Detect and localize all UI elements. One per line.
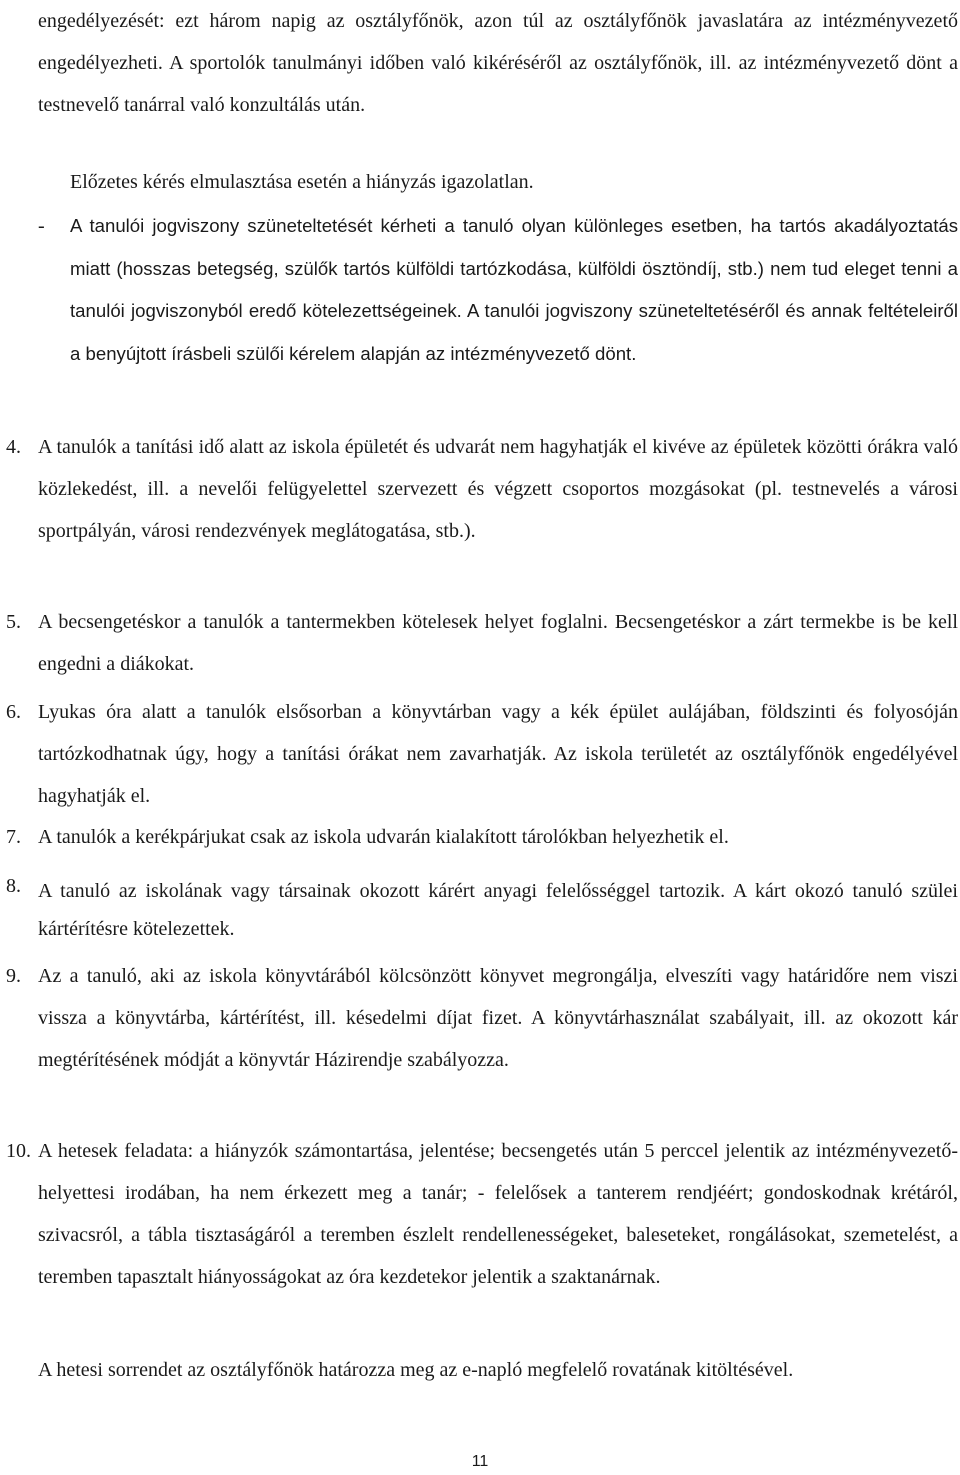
page-number: 11 [471,1453,489,1470]
rule-number: 7. [6,826,21,848]
paragraph-absence-approval: engedélyezését: ezt három napig az osztályfőnök, azon túl az osztályfőnök javaslatára az intézményvezető engedélyezheti. A sportolók tanulmányi időben való kikéréséről az osztályfőnök, ill. az intézményvezető dönt a testnevelő tanárral való konzultálás után. [38,10,958,116]
rule-item: A tanulók a kerékpárjukat csak az iskola udvarán kialakított tárolókban helyezhetik el. [38,826,729,848]
rule-item: A tanuló az iskolának vagy társainak okozott kárért anyagi felelősséggel tartozik. A kárt okozó tanuló szülei kártérítésre kötelezettek. [38,880,958,940]
rule-item: Az a tanuló, aki az iskola könyvtárából kölcsönzött könyvet megrongálja, elveszíti vagy határidőre nem viszi vissza a könyvtárba, kártérítést, ill. késedelmi díjat fizet. A könyvtárhasználat szabályait, ill. az okozott kár megtérítésének módját a könyvtár Házirendje szabályozza. [38,965,958,1071]
rule-item: A tanulók a tanítási idő alatt az iskola épületét és udvarát nem hagyhatják el kivéve az épületek közötti órákra való közlekedést, ill. a nevelői felügyelettel szervezett és végzett csoportos mozgásokat (pl. testnevelés a városi sportpályán, városi rendezvények meglátogatása, stb.). [38,436,958,542]
paragraph-prior-request: Előzetes kérés elmulasztása esetén a hiányzás igazolatlan. [70,171,534,193]
rule-number: 6. [6,701,21,723]
rule-number: 5. [6,611,21,633]
rule-number: 10. [6,1140,31,1162]
rule-number: 4. [6,436,21,458]
list-dash: - [38,215,45,237]
rule-item: Lyukas óra alatt a tanulók elsősorban a könyvtárban vagy a kék épület aulájában, földszinti és folyosóján tartózkodhatnak úgy, hogy a tanítási órákat nem zavarhatják. Az iskola területét az osztályfőnök engedélyével hagyhatják el. [38,701,958,807]
rule-number: 8. [6,875,21,897]
paragraph-weekly-order: A hetesi sorrendet az osztályfőnök határozza meg az e-napló megfelelő rovatának kitöltésével. [38,1359,794,1381]
rule-number: 9. [6,965,21,987]
rule-item: A becsengetéskor a tanulók a tantermekben kötelesek helyet foglalni. Becsengetéskor a zárt termekbe is be kell engedni a diákokat. [38,611,958,675]
paragraph-suspension: A tanulói jogviszony szüneteltetését kérheti a tanuló olyan különleges esetben, ha tartós akadályoztatás miatt (hosszas betegség, szülők tartós külföldi tartózkodása, külföldi ösztöndíj, stb.) nem tud eleget tenni a tanulói jogviszonyból eredő kötelezettségeinek. A tanulói jogviszony szüneteltetéséről és annak feltételeiről a benyújtott írásbeli szülői kérelem alapján az intézményvezető dönt. [70,215,958,364]
rule-item: A hetesek feladata: a hiányzók számontartása, jelentése; becsengetés után 5 perccel jelentik az intézményvezető-helyettesi irodában, ha nem érkezett meg a tanár; - felelősek a tanterem rendjéért; gondoskodnak krétáról, szivacsról, a tábla tisztaságáról a teremben észlelt rendellenességeket, baleseteket, rongálásokat, szemetelést, a teremben tapasztalt hiányosságokat az óra kezdetekor jelentik a szaktanárnak. [38,1140,958,1288]
